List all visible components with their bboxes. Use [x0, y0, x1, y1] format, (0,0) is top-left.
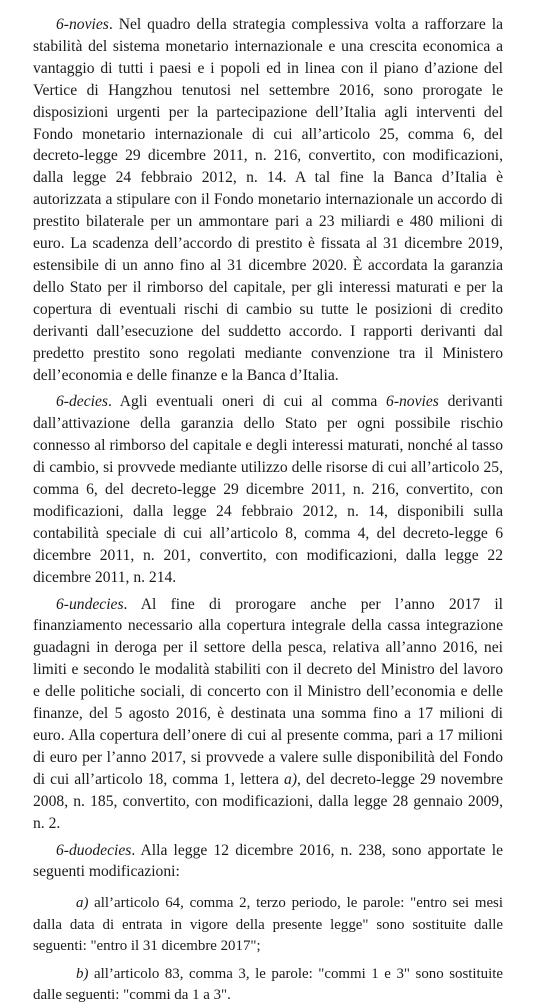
- paragraph-text: derivanti dall’attivazione della garanzia dello Stato per ogni possibile rischio connesso al rimborso del capitale e degli interessi maturati, nonché al tasso di cambio, si provvede mediante utilizzo delle risorse di cui all’articolo 25, comma 6, del decreto-legge 29 dicembre 2011, n. 216, convertito, con modificazioni, dalla legge 24 febbraio 2012, n. 14, disponibili sulla contabilità speciale di cui all’articolo 8, comma 4, del decreto-legge 6 dicembre 2011, n. 201, convertito, con modificazioni, dalla legge 22 dicembre 2011, n. 214.: [33, 393, 503, 586]
- subitem-label: b): [76, 965, 89, 982]
- paragraph-text: . Alla legge 12 dicembre 2016, n. 238, sono apportate le seguenti modificazioni:: [33, 841, 503, 881]
- inline-reference: a): [284, 770, 298, 788]
- paragraph-6-undecies: [33, 594, 503, 835]
- paragraph-label: 6-decies: [56, 393, 108, 411]
- paragraph-label: 6-undecies: [56, 595, 124, 613]
- paragraph-6-duodecies: [33, 840, 503, 884]
- subitem-text: all’articolo 83, comma 3, le parole: "commi 1 e 3" sono sostituite dalle seguenti: "commi da 1 a 3".: [33, 965, 503, 1004]
- subitem-b: [33, 964, 503, 1007]
- paragraph-6-decies: [33, 391, 503, 588]
- paragraph-label: 6-novies: [56, 16, 109, 33]
- paragraph-text: , del decreto-legge 29 novembre 2008, n. 185, convertito, con modificazioni, dalla legge 28 gennaio 2009, n. 2.: [33, 770, 503, 832]
- subitem-label: a): [76, 895, 89, 912]
- inline-reference: 6-novies: [386, 393, 439, 411]
- paragraph-text: . Agli eventuali oneri di cui al comma: [107, 393, 387, 411]
- paragraph-text: . Nel quadro della strategia complessiva volta a rafforzare la stabilità del sistema monetario internazionale e una crescita economica a vantaggio di tutti i paesi e i popoli ed in linea con il piano d’azione del Vertice di Hangzhou tenutosi nel settembre 2016, sono prorogate le disposizioni urgenti per la partecipazione dell’Italia agli interventi del Fondo monetario internazionale di cui all’articolo 25, comma 6, del decreto-legge 29 dicembre 2011, n. 216, convertito, con modificazioni, dalla legge 24 febbraio 2012, n. 14. A tal fine la Banca d’Italia è autorizzata a stipulare con il Fondo monetario internazionale un accordo di prestito bilaterale per un ammontare pari a 23 miliardi e 480 milioni di euro. La scadenza dell’accordo di prestito è fissata al 31 dicembre 2019, estensibile di un anno fino al 31 dicembre 2020. È accordata la garanzia dello Stato per il rimborso del capitale, per gli interessi maturati e per la copertura di eventuali rischi di cambio su tutte le posizioni di credito derivanti dall’esecuzione del suddetto accordo. I rapporti derivanti dal predetto prestito sono regolati mediante convenzione tra il Ministero dell’economia e delle finanze e la Banca d’Italia.: [33, 16, 503, 384]
- paragraph-6-novies: [33, 14, 503, 386]
- subitem-text: all’articolo 64, comma 2, terzo periodo, le parole: "entro sei mesi dalla data di entrata in vigore della presente legge" sono sostituite dalle seguenti: "entro il 31 dicembre 2017";: [33, 895, 503, 955]
- subitem-a: [33, 893, 503, 958]
- paragraph-text: . Al fine di prorogare anche per l’anno 2017 il finanziamento necessario alla copertura integrale della cassa integrazione guadagni in deroga per il settore della pesca, relativa all’anno 2016, nei limiti e secondo le modalità stabiliti con il decreto del Ministro del lavoro e delle politiche sociali, di concerto con il Ministro dell’economia e delle finanze, del 5 agosto 2016, è destinata una somma fino a 17 milioni di euro. Alla copertura dell’onere di cui al presente comma, pari a 17 milioni di euro per l’anno 2017, si provvede a valere sulle disponibilità del Fondo di cui all’articolo 18, comma 1, lettera: [33, 595, 503, 788]
- document-page: [33, 14, 503, 1007]
- paragraph-label: 6-duodecies: [56, 841, 132, 859]
